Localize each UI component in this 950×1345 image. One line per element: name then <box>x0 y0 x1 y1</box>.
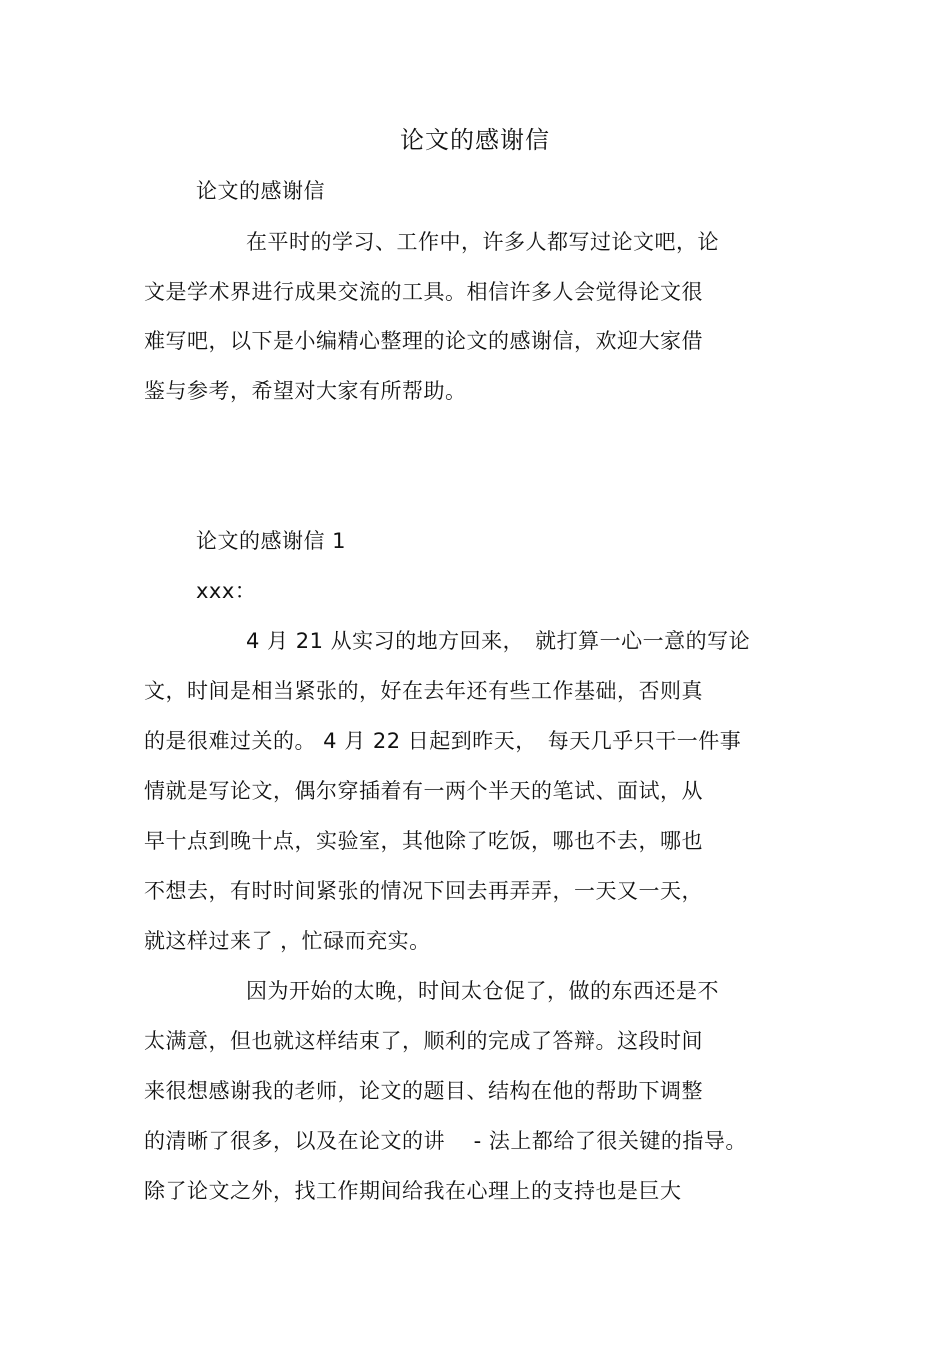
intro-line: 难写吧，以下是小编精心整理的论文的感谢信，欢迎大家借 <box>144 329 703 353</box>
letter-salutation: xxx： <box>196 579 257 603</box>
letter-heading: 论文的感谢信 1 <box>196 529 347 553</box>
intro-line: 在平时的学习、工作中，许多人都写过论文吧，论 <box>246 230 719 254</box>
paragraph-line: 文，时间是相当紧张的，好在去年还有些工作基础，否则真 <box>144 679 703 703</box>
document-title: 论文的感谢信 <box>400 126 550 154</box>
intro-line: 鉴与参考，希望对大家有所帮助。 <box>144 379 467 403</box>
paragraph-line: 来很想感谢我的老师，论文的题目、结构在他的帮助下调整 <box>144 1079 703 1103</box>
paragraph-line: 就这样过来了 ，忙碌而充实。 <box>144 929 431 953</box>
paragraph-line: 不想去，有时时间紧张的情况下回去再弄弄，一天又一天， <box>144 879 703 903</box>
paragraph-line: 早十点到晚十点，实验室，其他除了吃饭，哪也不去，哪也 <box>144 829 703 853</box>
paragraph-line: 4 月 21 从实习的地方回来， 就打算一心一意的写论 <box>246 629 751 653</box>
paragraph-line: 情就是写论文，偶尔穿插着有一两个半天的笔试、面试，从 <box>144 779 703 803</box>
paragraph-line: 的清晰了很多，以及在论文的讲 - 法上都给了很关键的指导。 <box>144 1129 747 1153</box>
paragraph-line: 因为开始的太晚，时间太仓促了，做的东西还是不 <box>246 979 719 1003</box>
paragraph-line: 的是很难过关的。 4 月 22 日起到昨天， 每天几乎只干一件事 <box>144 729 742 753</box>
document-subtitle: 论文的感谢信 <box>196 179 325 203</box>
paragraph-line: 除了论文之外，找工作期间给我在心理上的支持也是巨大 <box>144 1179 682 1203</box>
intro-line: 文是学术界进行成果交流的工具。相信许多人会觉得论文很 <box>144 280 703 304</box>
paragraph-line: 太满意，但也就这样结束了，顺利的完成了答辩。这段时间 <box>144 1029 703 1053</box>
